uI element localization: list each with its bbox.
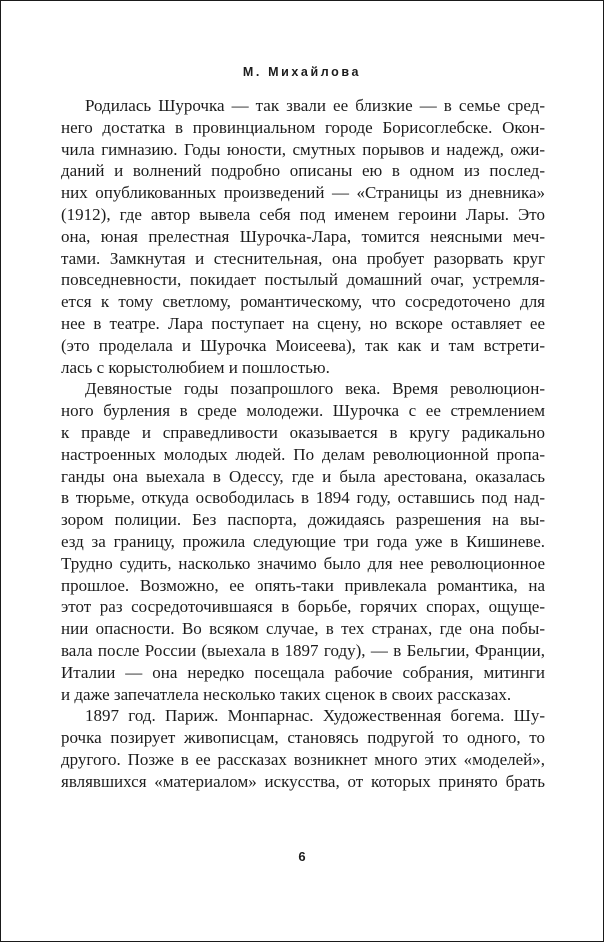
text-line: Трудно судить, насколько значимо было для нее революционное (61, 553, 545, 573)
text-line: и даже запечатлела несколько таких сценок в своих рассказах. (61, 684, 512, 704)
text-line: вала после России (выехала в 1897 году), — в Бельгии, Франции, (61, 640, 545, 660)
text-line: нии опасности. Во всяком случае, в тех странах, где она побы- (61, 619, 545, 639)
text-line: настроенных молодых людей. По делам революционной пропа- (61, 444, 545, 464)
text-line: ного бурления в среде молодежи. Шурочка с ее стремлением (61, 401, 545, 421)
text-line: езд за границу, прожила следующие три года уже в Кишиневе. (61, 531, 545, 551)
text-line: тами. Замкнутая и стеснительная, она пробует разорвать круг (61, 248, 545, 268)
text-line: прошлое. Возможно, ее опять-таки привлекала романтика, на (61, 575, 545, 595)
text-line: зором полиции. Без паспорта, дожидаясь разрешения на вы- (61, 510, 545, 530)
text-line: этот раз сосредоточившаяся в борьбе, горячих спорах, ощуще- (61, 597, 545, 617)
body-text (61, 95, 545, 793)
text-line: рочка позирует живописцам, становясь подругой то одного, то (61, 728, 545, 748)
text-line: него достатка в провинциальном городе Борисоглебске. Окон- (61, 117, 545, 137)
text-line: в тюрьме, откуда освободилась в 1894 году, оставшись под над- (61, 488, 545, 508)
text-line: повседневности, покидает постылый домашний очаг, устремля- (61, 270, 545, 290)
text-line: Родилась Шурочка — так звали ее близкие — в семье сред- (85, 96, 545, 115)
text-line: ется к тому светлому, романтическому, что сосредоточено для (61, 292, 545, 312)
text-line: (1912), где автор вывела себя под именем героини Лары. Это (61, 204, 545, 224)
text-line: Италии — она нередко посещала рабочие собрания, митинги (61, 662, 545, 682)
text-line: 1897 год. Париж. Монпарнас. Художественная богема. Шу- (85, 706, 545, 726)
text-line: другого. Позже в ее рассказах возникнет много этих «моделей», (61, 749, 545, 769)
text-line: них опубликованных произведений — «Страницы из дневника» (61, 183, 545, 203)
text-line: даний и волнений подробно описаны ею в одном из послед- (61, 161, 545, 181)
text-line: она, юная прелестная Шурочка-Лара, томится неясными меч- (61, 226, 545, 246)
text-line: являвшихся «материалом» искусства, от которых принято брать (61, 771, 545, 791)
text-line: (это проделала и Шурочка Моисеева), так как и там встрети- (61, 335, 545, 355)
text-line: к правде и справедливости оказывается в кругу радикально (61, 422, 545, 442)
text-line: Девяностые годы позапрошлого века. Время революцион- (85, 379, 545, 399)
text-line: лась с корыстолюбием и пошлостью. (61, 357, 330, 377)
text-line: нее в театре. Лара поступает на сцену, но вскоре оставляет ее (61, 313, 545, 333)
text-line: ганды она выехала в Одессу, где и была арестована, оказалась (61, 466, 545, 486)
text-line: чила гимназию. Годы юности, смутных порывов и надежд, ожи- (61, 139, 545, 159)
running-head: М. Михайлова (242, 65, 362, 79)
page-number: 6 (298, 849, 306, 864)
